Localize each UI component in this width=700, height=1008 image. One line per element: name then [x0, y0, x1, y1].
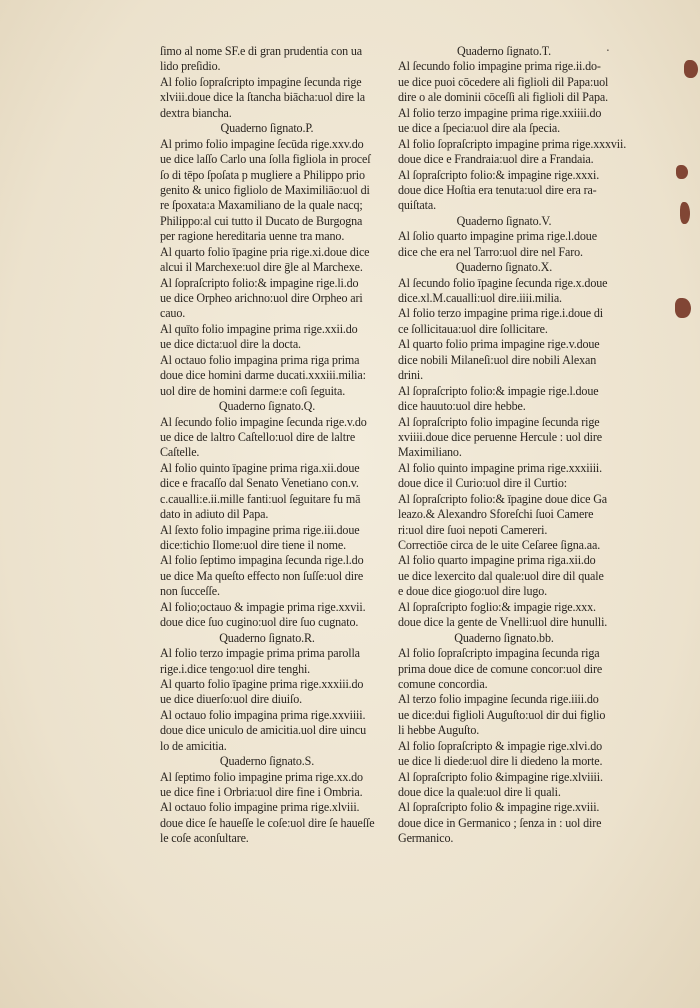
- text-line: xlviii.doue dice la ſtancha biācha:uol dire la: [160, 90, 365, 105]
- text-line: ue dice puoi cōcedere ali figlioli dil Papa:uol: [398, 74, 609, 89]
- text-line: Al ſecundo folio impagine prima rige.ii.do-: [398, 59, 601, 74]
- ink-stain: [684, 60, 698, 78]
- text-line: ue dice a ſpecia:uol dire ala ſpecia.: [398, 121, 560, 136]
- text-line: doue dice ſe haueſſe le coſe:uol dire ſe haueſſe: [160, 815, 375, 830]
- text-line: Al folio quinto impagine prima rige.xxxiiii.: [398, 460, 603, 475]
- text-line: Al folio terzo impagine prima rige.i.doue di: [398, 306, 603, 321]
- text-line: Al octauo folio impagine prima rige.xlviii.: [160, 800, 360, 815]
- text-line: dire o ale dominii cōceſſi ali figlioli dil Papa.: [398, 90, 608, 105]
- section-heading: Quaderno ſignato.S.: [219, 754, 315, 769]
- text-line: Al ſopraſcripto folio:& impagie rige.l.doue: [398, 383, 599, 398]
- text-line: alcui il Marchexe:uol dire ḡle al Marchexe.: [160, 260, 363, 275]
- text-line: ue dice Orpheo arichno:uol dire Orpheo ari: [160, 291, 363, 305]
- text-line: dice nobili Milaneſi:uol dire nobili Alexan: [398, 352, 597, 367]
- text-line: uol dire de homini darme:e coſi ſeguita.: [160, 383, 346, 398]
- ink-stain: [680, 202, 690, 224]
- text-line: ue dice de laltro Caſtello:uol dire de laltre: [160, 429, 356, 444]
- text-line: Al ſopraſcripto foglio:& impagie rige.xxx.: [398, 599, 596, 614]
- text-line: Correctiōe circa de le uite Ceſaree ſigna.aa.: [398, 538, 601, 552]
- text-line: doue dice homini darme ducati.xxxiii.milia:: [160, 368, 366, 383]
- text-line: ue dice laſſo Carlo una ſolla figliola in proceſ: [160, 152, 371, 167]
- text-line: ue dice fine i Orbria:uol dire fine i Ombria.: [160, 785, 363, 799]
- text-line: Al ſopraſcripto folio:& impagine rige.li.do: [160, 275, 359, 290]
- text-line: ue dice dicta:uol dire la docta.: [160, 337, 301, 352]
- text-line: Al ſopraſcripto folio & impagine rige.xviii.: [398, 800, 600, 815]
- text-line: doue dice e Frandraia:uol dire a Frandaia.: [398, 152, 594, 167]
- text-line: dice.xl.M.caualli:uol dire.iiii.milia.: [398, 291, 562, 305]
- text-line: Al folio terzo impagie prima prima parolla: [160, 646, 360, 661]
- text-line: dice:tichio Ilome:uol dire tiene il nome.: [160, 538, 346, 552]
- ink-stain: [675, 298, 691, 318]
- text-line: Al folio quinto īpagine prima riga.xii.doue: [160, 460, 360, 475]
- text-line: dextra biancha.: [160, 105, 232, 120]
- text-line: ue dice li diede:uol dire li diedeno la morte.: [398, 754, 603, 769]
- text-line: ue dice Ma queſto effecto non ſuſſe:uol dire: [160, 568, 364, 583]
- text-line: Al primo folio impagine ſecūda rige.xxv.do: [160, 136, 364, 151]
- margin-mark: ⋅: [606, 45, 610, 57]
- text-line: genito & unico figliolo de Maximiliāo:uol di: [160, 182, 370, 197]
- text-line: dato in adiuto dil Papa.: [160, 507, 269, 522]
- text-line: re ſpoxata:a Maxamiliano de la quale nacq;: [160, 198, 363, 213]
- section-heading: Quaderno ſignato.P.: [220, 121, 314, 136]
- text-line: Al octauo folio impagina prima riga prima: [160, 352, 360, 367]
- left-text-column: [160, 44, 374, 847]
- text-line: Al ſopraſcripto folio:& impagine rige.xxxi.: [398, 167, 600, 182]
- text-line: ſimo al nome SF.e di gran prudentia con ua: [160, 44, 362, 58]
- text-line: Al folio ſopraſcripto impagine prima rige.xxxvii.: [398, 136, 627, 151]
- text-line: Al ſeptimo folio impagine prima rige.xx.do: [160, 769, 363, 784]
- text-line: Al ſopraſcripto folio:& īpagine doue dice Ga: [398, 491, 608, 506]
- text-line: ce ſollicitaua:uol dire ſollicitare.: [398, 321, 548, 336]
- text-line: ſo di tēpo ſpoſata p mugliere a Philippo prio: [160, 167, 365, 182]
- right-text-column: [398, 44, 627, 847]
- text-line: dice e fracaſſo dal Senato Venetiano con.v.: [160, 476, 359, 491]
- text-line: lo de amicitia.: [160, 738, 227, 753]
- text-line: Al folio ſeptimo impagina ſecunda rige.l.do: [160, 553, 364, 568]
- text-line: doue dice la gente de Vnelli:uol dire hunulli.: [398, 615, 608, 630]
- text-line: Al ſecundo folio īpagine ſecunda rige.x.doue: [398, 275, 608, 290]
- text-line: Maximiliano.: [398, 445, 462, 460]
- text-line: Al ſexto folio impagine prima rige.iii.doue: [160, 522, 360, 537]
- text-line: Al folio ſopraſcripto & impagie rige.xlvi.do: [398, 738, 602, 753]
- text-line: Al folio ſopraſcripto impagine ſecunda rige: [160, 74, 362, 89]
- text-line: Al quarto folio prima impagine rige.v.doue: [398, 337, 600, 352]
- section-heading: Quaderno ſignato.X.: [455, 260, 553, 275]
- text-line: Al ſopraſcripto folio impagine ſecunda rige: [398, 414, 600, 429]
- text-line: drini.: [398, 368, 423, 383]
- text-line: Philippo:al cui tutto il Ducato de Burgogna: [160, 213, 363, 228]
- text-line: Al folio quarto impagine prima riga.xii.do: [398, 553, 596, 568]
- text-line: rige.i.dice tengo:uol dire tenghi.: [160, 661, 311, 676]
- text-line: doue dice ſuo cugino:uol dire ſuo cugnato.: [160, 615, 359, 630]
- text-line: Germanico.: [398, 831, 454, 846]
- text-line: Al ſolio quarto impagine prima rige.l.doue: [398, 229, 597, 244]
- text-line: non ſucceſſe.: [160, 584, 220, 599]
- text-line: ri:uol dire ſuoi nepoti Camereri.: [398, 522, 548, 537]
- text-line: dice hauuto:uol dire hebbe.: [398, 399, 526, 414]
- text-line: e doue dice giogo:uol dire lugo.: [398, 584, 548, 599]
- text-line: prima doue dice de comune concor:uol dire: [398, 661, 603, 676]
- text-line: leazo.& Alexandro Sforeſchi ſuoi Camere: [398, 507, 594, 522]
- ink-stain: [676, 165, 688, 179]
- text-line: li hebbe Auguſto.: [398, 723, 480, 738]
- text-line: Al quarto folio īpagine prima rige.xxxiii.do: [160, 676, 364, 691]
- text-line: le coſe aconſultare.: [160, 831, 249, 846]
- text-line: Al ſecundo folio impagine ſecunda rige.v.do: [160, 414, 367, 429]
- text-line: Al terzo folio impagine ſecunda rige.iiii.do: [398, 692, 599, 707]
- section-heading: Quaderno ſignato.T.: [457, 44, 551, 58]
- text-line: doue dice Hoſtia era tenuta:uol dire era ra-: [398, 182, 597, 197]
- text-line: doue dice uniculo de amicitia.uol dire uincu: [160, 723, 366, 738]
- text-line: doue dice la quale:uol dire li quali.: [398, 785, 561, 799]
- text-line: dice che era nel Tarro:uol dire nel Faro.: [398, 244, 583, 259]
- text-line: Al folio ſopraſcripto impagina ſecunda riga: [398, 646, 600, 661]
- text-line: cauo.: [160, 306, 186, 321]
- section-heading: Quaderno ſignato.bb.: [454, 630, 554, 645]
- text-line: xviiii.doue dice peruenne Hercule : uol dire: [398, 429, 602, 444]
- text-line: doue dice in Germanico ; ſenza in : uol dire: [398, 815, 602, 830]
- text-line: Caſtelle.: [160, 445, 200, 460]
- section-heading: Quaderno ſignato.V.: [456, 213, 552, 228]
- text-line: doue dice il Curio:uol dire il Curtio:: [398, 476, 567, 491]
- text-line: Al ſopraſcripto folio &impagine rige.xlviiii.: [398, 769, 603, 784]
- text-line: Al quīto folio impagine prima rige.xxii.do: [160, 321, 358, 336]
- text-line: ue dice:dui figlioli Auguſto:uol dir dui figlio: [398, 707, 606, 722]
- section-heading: Quaderno ſignato.R.: [219, 630, 315, 645]
- text-line: per ragione hereditaria uenne tra mano.: [160, 229, 345, 244]
- text-line: Al folio;octauo & impagie prima rige.xxvii.: [160, 599, 366, 614]
- text-line: comune concordia.: [398, 676, 488, 691]
- text-line: ue dice diuerſo:uol dire diuiſo.: [160, 692, 302, 707]
- text-line: ue dice lexercito dal quale:uol dire dil quale: [398, 568, 604, 583]
- text-line: lido preſidio.: [160, 59, 221, 74]
- text-line: Al quarto folio īpagine pria rige.xi.doue dice: [160, 244, 370, 259]
- text-line: Al folio terzo impagine prima rige.xxiiii.do: [398, 105, 602, 120]
- text-line: quiſtata.: [398, 198, 436, 213]
- text-line: c.caualli:e.ii.mille fanti:uol ſeguitare fu mā: [160, 491, 361, 506]
- text-line: Al octauo folio impagina prima rige.xxviiii.: [160, 707, 366, 722]
- section-heading: Quaderno ſignato.Q.: [218, 399, 316, 414]
